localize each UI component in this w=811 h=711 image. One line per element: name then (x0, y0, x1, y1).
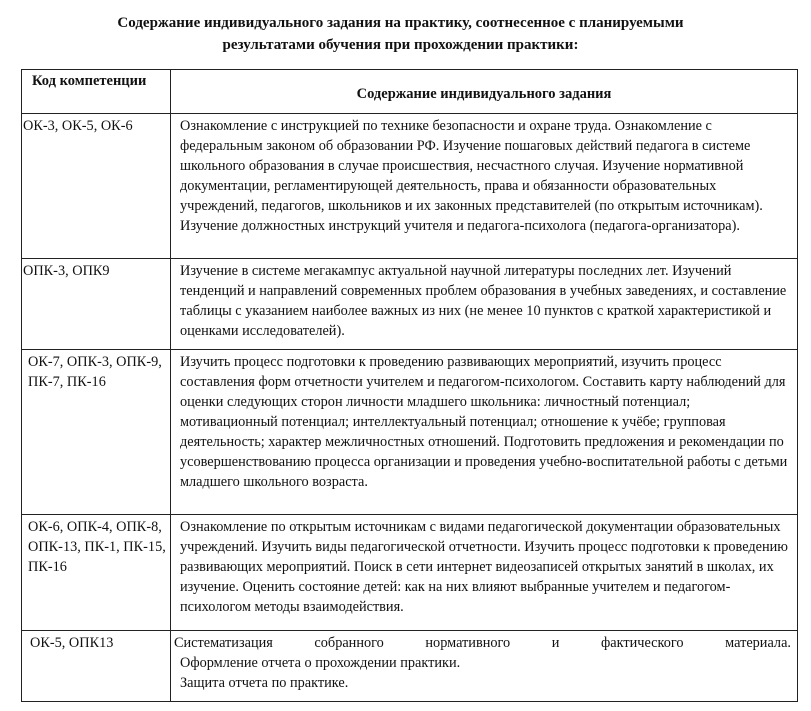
document-title-line-1: Содержание индивидуального задания на практику, соотнесенное с планируемыми (117, 15, 684, 31)
task-line: Оформление отчета о прохождении практики. (180, 655, 461, 671)
table-row (22, 114, 798, 259)
task-line: Защита отчета по практике. (180, 675, 349, 691)
task-content-cell: Ознакомление по открытым источникам с видами педагогической документации образовательных учреждений. Изучить виды педагогической отчетности. Изучить процесс подготовки к проведению развивающих мероприятий. Поиск в сети интернет видеозаписей открытых занятий в школах, их изучение. Оценить состояние детей: как на них влияют выбранные учителем и педагогом-психологом методы взаимодействия. (171, 515, 798, 631)
competency-code-cell: ОК-3, ОК-5, ОК-6 (22, 114, 171, 259)
table-row (22, 259, 798, 350)
task-content-cell: Изучить процесс подготовки к проведению развивающих мероприятий, изучить процесс составления форм отчетности учителем и педагогом-психологом. Составить карту наблюдений для оценки следующих сторон личности младшего школьника: личностный потенциал; мотивационный потенциал; интеллектуальный потенциал; отношение к учёбе; групповая деятельность; характер межличностных отношений. Подготовить предложения и рекомендации по усовершенствованию процесса организации и проведения учебно-воспитательной работы с детьми младшего школьного возраста. (171, 350, 798, 515)
header-task-content: Содержание индивидуального задания (171, 70, 798, 114)
task-content-cell: Изучение в системе мегакампус актуальной научной литературы последних лет. Изучений тенденций и направлений современных проблем образования в учебных заведениях, и составление таблицы с указанием наиболее важных из них (не менее 10 пунктов с краткой характеристикой и оценками исследователей). (171, 259, 798, 350)
table-row (22, 515, 798, 631)
competency-code-cell: ОК-7, ОПК-3, ОПК-9, ПК-7, ПК-16 (22, 350, 171, 515)
document-title-line-2: результатами обучения при прохождении практики: (222, 37, 579, 53)
header-competency-code: Код компетенции (22, 70, 171, 114)
table-header-row (22, 70, 798, 114)
competency-code-cell: ОПК-3, ОПК9 (22, 259, 171, 350)
table-row (22, 631, 798, 702)
task-line: Систематизация собранного нормативного и фактического материала. (174, 635, 791, 651)
competency-task-table (21, 69, 798, 702)
competency-code-cell: ОК-6, ОПК-4, ОПК-8, ОПК-13, ПК-1, ПК-15, ПК-16 (22, 515, 171, 631)
task-content-cell (171, 631, 798, 702)
competency-code-cell: ОК-5, ОПК13 (22, 631, 171, 702)
task-content-cell: Ознакомление с инструкцией по технике безопасности и охране труда. Ознакомление с федеральным законом об образовании РФ. Изучение пошаговых действий педагога в системе школьного образования в случае происшествия, несчастного случая. Изучение нормативной документации, регламентирующей деятельность, права и обязанности образовательных учреждений, педагогов, школьников и их законных представителей (по открытым источникам). Изучение должностных инструкций учителя и педагога-психолога (педагога-организатора). (171, 114, 798, 259)
table-row (22, 350, 798, 515)
